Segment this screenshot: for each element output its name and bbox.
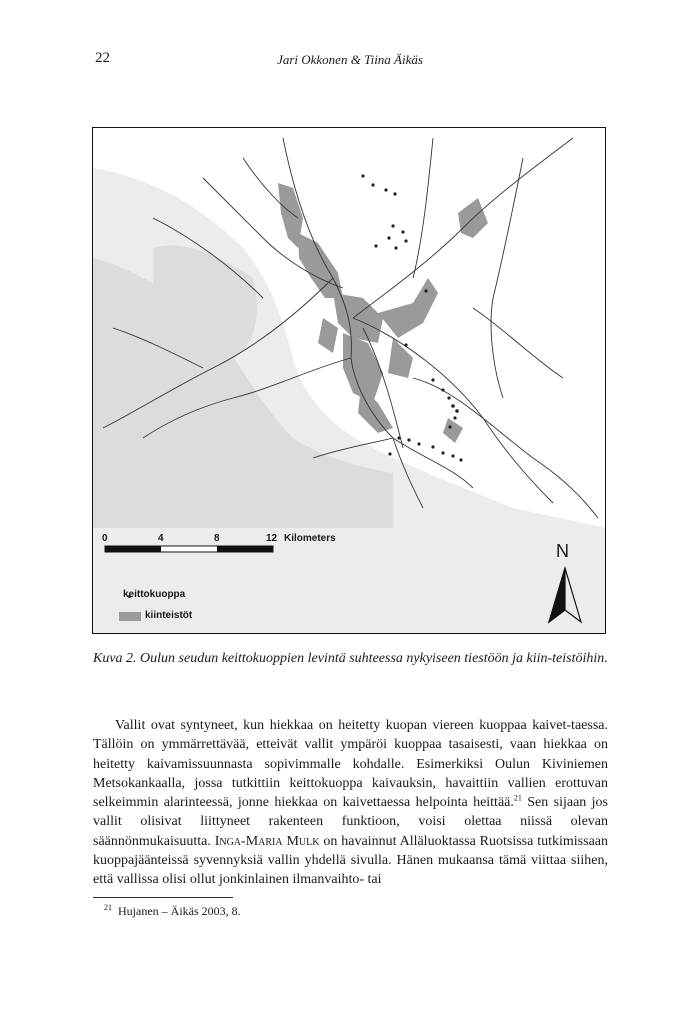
- scale-tick-8: 8: [214, 533, 220, 544]
- north-label: N: [556, 541, 569, 561]
- legend-dot-label: keittokuoppa: [123, 589, 186, 600]
- footnote-divider: [93, 897, 233, 898]
- scale-unit: Kilometers: [284, 533, 336, 544]
- legend-area-swatch: [119, 612, 141, 621]
- map-figure: [92, 127, 606, 634]
- body-text-part3: on havainnut Alläluoktassa Ruotsissa tutkimissaan kuoppajäänteissä syvennyksiä vallin yhdellä sivulla. Hänen mukaansa tämä viittaa siihen, että vallissa olisi ollut jonkinlainen ilmanvaihto- tai: [93, 833, 609, 888]
- footnote-text: Hujanen – Äikäs 2003, 8.: [118, 904, 241, 918]
- body-text-part1: Vallit ovat syntyneet, kun hiekkaa on heitetty kuopan viereen kuoppaa kaivet-taessa. Tällöin on ymmärrettävää, etteivät vallit ympäröi kuoppaa tasaisesti, vaan hiekkaa on heitetty kaivamissuunnasta sopivimmalle kohdalle. Esimerkiksi Oulun Kiviniemen Metsokankaalla, jossa tutkittiin keittokuoppa kaivauksin, havaittiin vallien erottuvan selkeimmin alarinteessä, jonne hiekkaa on kaivettaessa helpointa heittää.: [93, 718, 608, 811]
- scale-tick-4: 4: [158, 533, 164, 544]
- footnote: [104, 904, 241, 919]
- page-number: 22: [95, 50, 110, 66]
- footnote-marker: 21: [104, 903, 112, 912]
- scale-bar: [105, 546, 273, 552]
- figure-caption: Kuva 2. Oulun seudun keittokuoppien levintä suhteessa nykyiseen tiestöön ja kiin-teistöihin.: [93, 651, 608, 666]
- map-graphic: [93, 128, 606, 634]
- body-text-part2: Sen sijaan jos vallit olisivat liittyneet rakenteen funktioon, voisi olettaa niissä olevan säännönmukaisuutta.: [93, 795, 608, 849]
- legend-area-label: kiinteistöt: [145, 610, 193, 621]
- footnote-reference[interactable]: 21: [513, 793, 522, 803]
- scale-tick-0: 0: [102, 533, 108, 544]
- scale-tick-12: 12: [266, 533, 278, 544]
- running-head: Jari Okkonen & Tiina Äikäs: [277, 52, 423, 67]
- person-name: Inga-Maria Mulk: [214, 833, 320, 849]
- body-paragraph: [93, 716, 608, 890]
